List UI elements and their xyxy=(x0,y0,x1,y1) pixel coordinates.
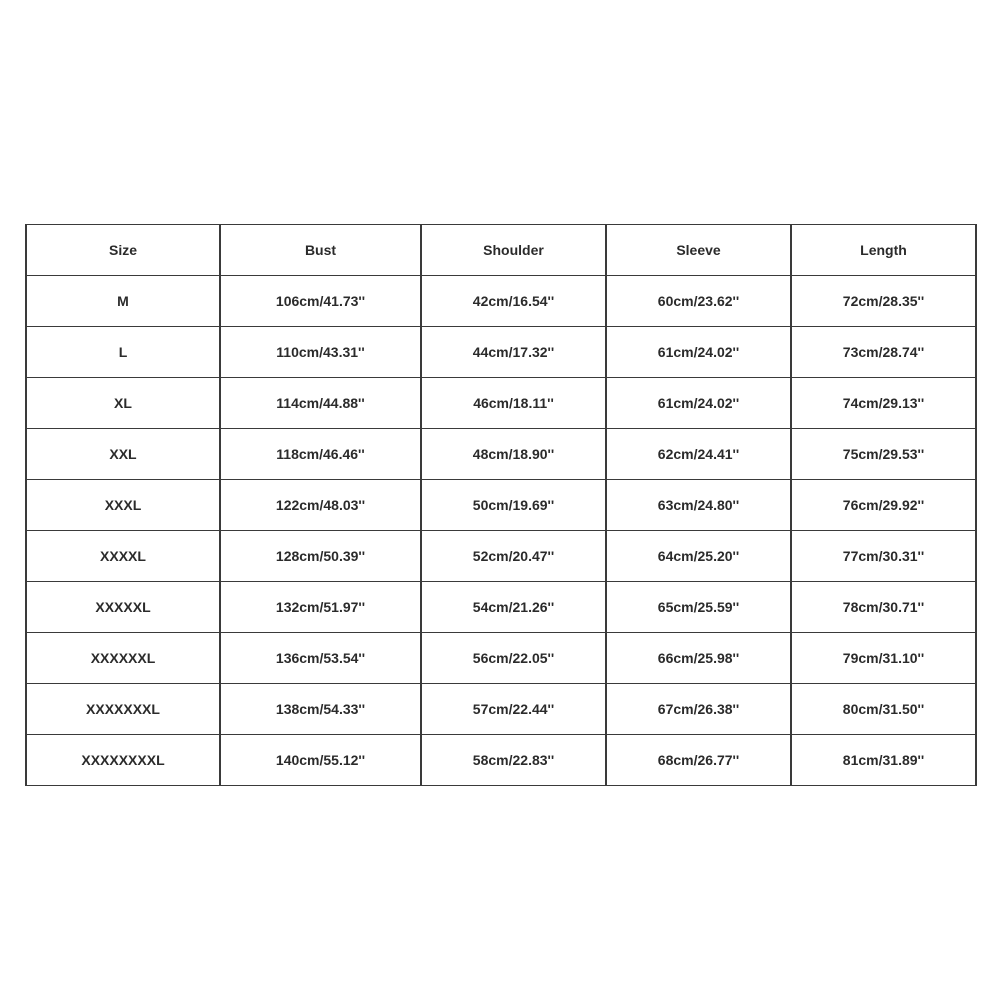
cell-shoulder: 56cm/22.05'' xyxy=(421,633,606,684)
cell-size: XXXXXL xyxy=(26,582,220,633)
cell-sleeve: 67cm/26.38'' xyxy=(606,684,791,735)
header-row xyxy=(26,225,976,276)
cell-size: XXXXXXL xyxy=(26,633,220,684)
cell-length: 75cm/29.53'' xyxy=(791,429,976,480)
header-length: Length xyxy=(791,225,976,276)
size-chart-table xyxy=(25,224,977,786)
cell-length: 81cm/31.89'' xyxy=(791,735,976,786)
cell-length: 79cm/31.10'' xyxy=(791,633,976,684)
cell-length: 78cm/30.71'' xyxy=(791,582,976,633)
cell-length: 80cm/31.50'' xyxy=(791,684,976,735)
cell-shoulder: 50cm/19.69'' xyxy=(421,480,606,531)
table-row xyxy=(26,684,976,735)
cell-sleeve: 60cm/23.62'' xyxy=(606,276,791,327)
table-row xyxy=(26,276,976,327)
cell-sleeve: 64cm/25.20'' xyxy=(606,531,791,582)
header-sleeve: Sleeve xyxy=(606,225,791,276)
table-row xyxy=(26,633,976,684)
cell-sleeve: 63cm/24.80'' xyxy=(606,480,791,531)
cell-size: XXXXL xyxy=(26,531,220,582)
cell-length: 72cm/28.35'' xyxy=(791,276,976,327)
cell-bust: 136cm/53.54'' xyxy=(220,633,421,684)
table-row xyxy=(26,480,976,531)
cell-bust: 106cm/41.73'' xyxy=(220,276,421,327)
cell-shoulder: 44cm/17.32'' xyxy=(421,327,606,378)
table-row xyxy=(26,429,976,480)
cell-size: XXXXXXXXL xyxy=(26,735,220,786)
cell-bust: 110cm/43.31'' xyxy=(220,327,421,378)
cell-shoulder: 48cm/18.90'' xyxy=(421,429,606,480)
cell-sleeve: 61cm/24.02'' xyxy=(606,327,791,378)
cell-bust: 138cm/54.33'' xyxy=(220,684,421,735)
cell-size: XXXL xyxy=(26,480,220,531)
cell-size: M xyxy=(26,276,220,327)
header-shoulder: Shoulder xyxy=(421,225,606,276)
cell-shoulder: 57cm/22.44'' xyxy=(421,684,606,735)
cell-sleeve: 68cm/26.77'' xyxy=(606,735,791,786)
table-row xyxy=(26,582,976,633)
cell-sleeve: 66cm/25.98'' xyxy=(606,633,791,684)
cell-bust: 132cm/51.97'' xyxy=(220,582,421,633)
table-row xyxy=(26,531,976,582)
cell-size: XXXXXXXL xyxy=(26,684,220,735)
cell-size: XXL xyxy=(26,429,220,480)
cell-size: L xyxy=(26,327,220,378)
header-bust: Bust xyxy=(220,225,421,276)
cell-bust: 140cm/55.12'' xyxy=(220,735,421,786)
cell-sleeve: 61cm/24.02'' xyxy=(606,378,791,429)
cell-length: 77cm/30.31'' xyxy=(791,531,976,582)
cell-shoulder: 52cm/20.47'' xyxy=(421,531,606,582)
cell-size: XL xyxy=(26,378,220,429)
cell-bust: 128cm/50.39'' xyxy=(220,531,421,582)
table-row xyxy=(26,327,976,378)
table-row xyxy=(26,378,976,429)
cell-shoulder: 58cm/22.83'' xyxy=(421,735,606,786)
cell-bust: 114cm/44.88'' xyxy=(220,378,421,429)
cell-shoulder: 46cm/18.11'' xyxy=(421,378,606,429)
cell-length: 76cm/29.92'' xyxy=(791,480,976,531)
cell-bust: 118cm/46.46'' xyxy=(220,429,421,480)
cell-shoulder: 42cm/16.54'' xyxy=(421,276,606,327)
table-body xyxy=(26,276,976,786)
table-header xyxy=(26,225,976,276)
cell-shoulder: 54cm/21.26'' xyxy=(421,582,606,633)
cell-sleeve: 65cm/25.59'' xyxy=(606,582,791,633)
cell-sleeve: 62cm/24.41'' xyxy=(606,429,791,480)
cell-length: 74cm/29.13'' xyxy=(791,378,976,429)
cell-bust: 122cm/48.03'' xyxy=(220,480,421,531)
header-size: Size xyxy=(26,225,220,276)
cell-length: 73cm/28.74'' xyxy=(791,327,976,378)
table-row xyxy=(26,735,976,786)
